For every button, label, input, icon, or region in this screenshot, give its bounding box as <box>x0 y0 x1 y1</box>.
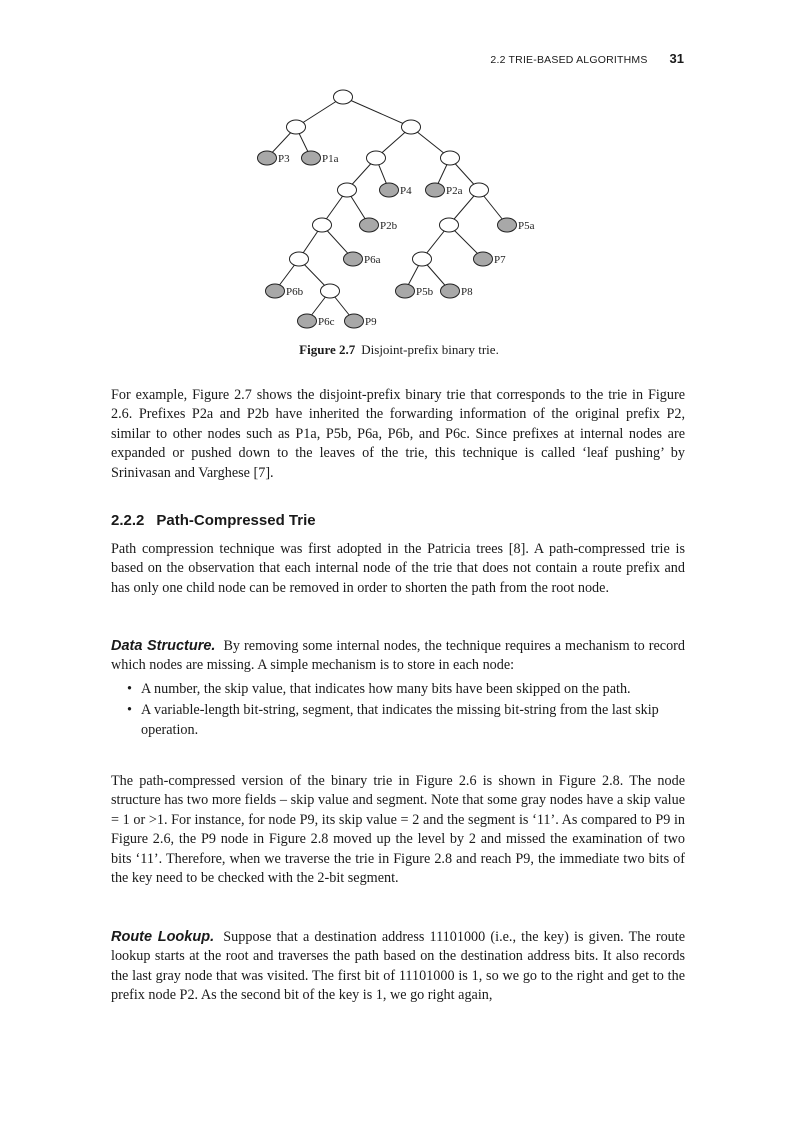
section-number: 2.2.2 <box>111 512 145 529</box>
route-lookup-heading: Route Lookup. <box>111 929 215 945</box>
trie-figure <box>0 80 798 340</box>
node-label: P6c <box>318 316 335 328</box>
prefix-node <box>345 314 364 328</box>
prefix-node <box>396 284 415 298</box>
node-label: P7 <box>494 254 506 266</box>
internal-node <box>367 151 386 165</box>
page-number: 31 <box>669 51 684 66</box>
route-lookup-text: Suppose that a destination address 11101000 (i.e., the key) is given. The route lookup starts at the root and traverses the path based on the destination address bits. It also records the last gray node that was visited. The first bit of 11101000 is 1, so we go to the right and get to the prefix node P2. As the second bit of the key is 1, we go right again, <box>111 929 685 1004</box>
figure-label: Figure 2.7 <box>299 342 356 357</box>
section-title: Path-Compressed Trie <box>156 512 316 529</box>
prefix-node <box>298 314 317 328</box>
bullet-icon: • <box>127 681 132 697</box>
internal-node <box>290 252 309 266</box>
node-label: P6b <box>286 286 304 298</box>
paragraph-route-lookup <box>111 928 685 1006</box>
trie-nodes <box>258 90 535 328</box>
node-label: P1a <box>322 153 339 165</box>
internal-node <box>334 90 353 104</box>
internal-node <box>321 284 340 298</box>
paragraph-path-compressed-example: The path-compressed version of the binary trie in Figure 2.6 is shown in Figure 2.8. The node structure has two more fields – skip value and segment. Note that some gray nodes have a skip value = 1 or >1. For instance, for node P9, its skip value = 2 and the segment is ‘11’. As compared to P9 in Figure 2.6, the P9 node in Figure 2.8 moved up the level by 2 and missed the examination of two bits ‘11’. Therefore, when we traverse the trie in Figure 2.8 and reach P9, the immediate two bits of the key need to be checked with the 2-bit segment. <box>111 773 685 887</box>
data-structure-heading: Data Structure. <box>111 638 216 654</box>
internal-node <box>441 151 460 165</box>
prefix-node <box>426 183 445 197</box>
node-label: P2b <box>380 220 398 232</box>
prefix-node <box>302 151 321 165</box>
prefix-node <box>498 218 517 232</box>
node-label: P6a <box>364 254 381 266</box>
prefix-node <box>266 284 285 298</box>
bullet-icon: • <box>127 702 132 719</box>
bullet-text: A number, the skip value, that indicates how many bits have been skipped on the path. <box>141 681 631 697</box>
figure-caption <box>0 342 798 358</box>
prefix-node <box>380 183 399 197</box>
node-label: P5b <box>416 286 434 298</box>
internal-node <box>287 120 306 134</box>
node-label: P5a <box>518 220 535 232</box>
node-label: P9 <box>365 316 377 328</box>
internal-node <box>338 183 357 197</box>
list-item <box>111 680 685 699</box>
prefix-node <box>474 252 493 266</box>
bullet-list <box>111 680 685 742</box>
figure-title: Disjoint-prefix binary trie. <box>361 342 499 357</box>
paragraph-leaf-pushing: For example, Figure 2.7 shows the disjoint-prefix binary trie that corresponds to the trie in Figure 2.6. Prefixes P2a and P2b have inherited the forwarding information of the original prefix P2, similar to other nodes such as P1a, P5b, P6a, P6b, and P6c. Since prefixes at internal nodes are expanded or pushed down to the leaves of the trie, this technique is called ‘leaf pushing’ by Srinivasan and Varghese [7]. <box>111 387 685 481</box>
node-label: P2a <box>446 185 463 197</box>
internal-node <box>313 218 332 232</box>
internal-node <box>413 252 432 266</box>
internal-node <box>402 120 421 134</box>
data-structure-text: By removing some internal nodes, the technique requires a mechanism to record which nodes are missing. A simple mechanism is to store in each node: <box>111 638 685 674</box>
section-heading <box>111 512 316 529</box>
bullet-text: A variable-length bit-string, segment, that indicates the missing bit-string from the last skip operation. <box>141 702 659 738</box>
node-label: P8 <box>461 286 473 298</box>
running-header <box>0 50 684 68</box>
node-label: P3 <box>278 153 290 165</box>
list-item <box>111 701 685 740</box>
running-title: 2.2 TRIE-BASED ALGORITHMS <box>490 54 648 66</box>
paragraph-path-compression: Path compression technique was first adopted in the Patricia trees [8]. A path-compressed trie is based on the observation that each internal node of the trie that does not contain a route prefix and has only one child node can be removed in order to shorten the path from the root node. <box>111 541 685 596</box>
internal-node <box>440 218 459 232</box>
prefix-node <box>344 252 363 266</box>
prefix-node <box>258 151 277 165</box>
prefix-node <box>441 284 460 298</box>
internal-node <box>470 183 489 197</box>
trie-edge <box>343 97 411 127</box>
prefix-node <box>360 218 379 232</box>
node-label: P4 <box>400 185 412 197</box>
paragraph-data-structure <box>111 637 685 676</box>
